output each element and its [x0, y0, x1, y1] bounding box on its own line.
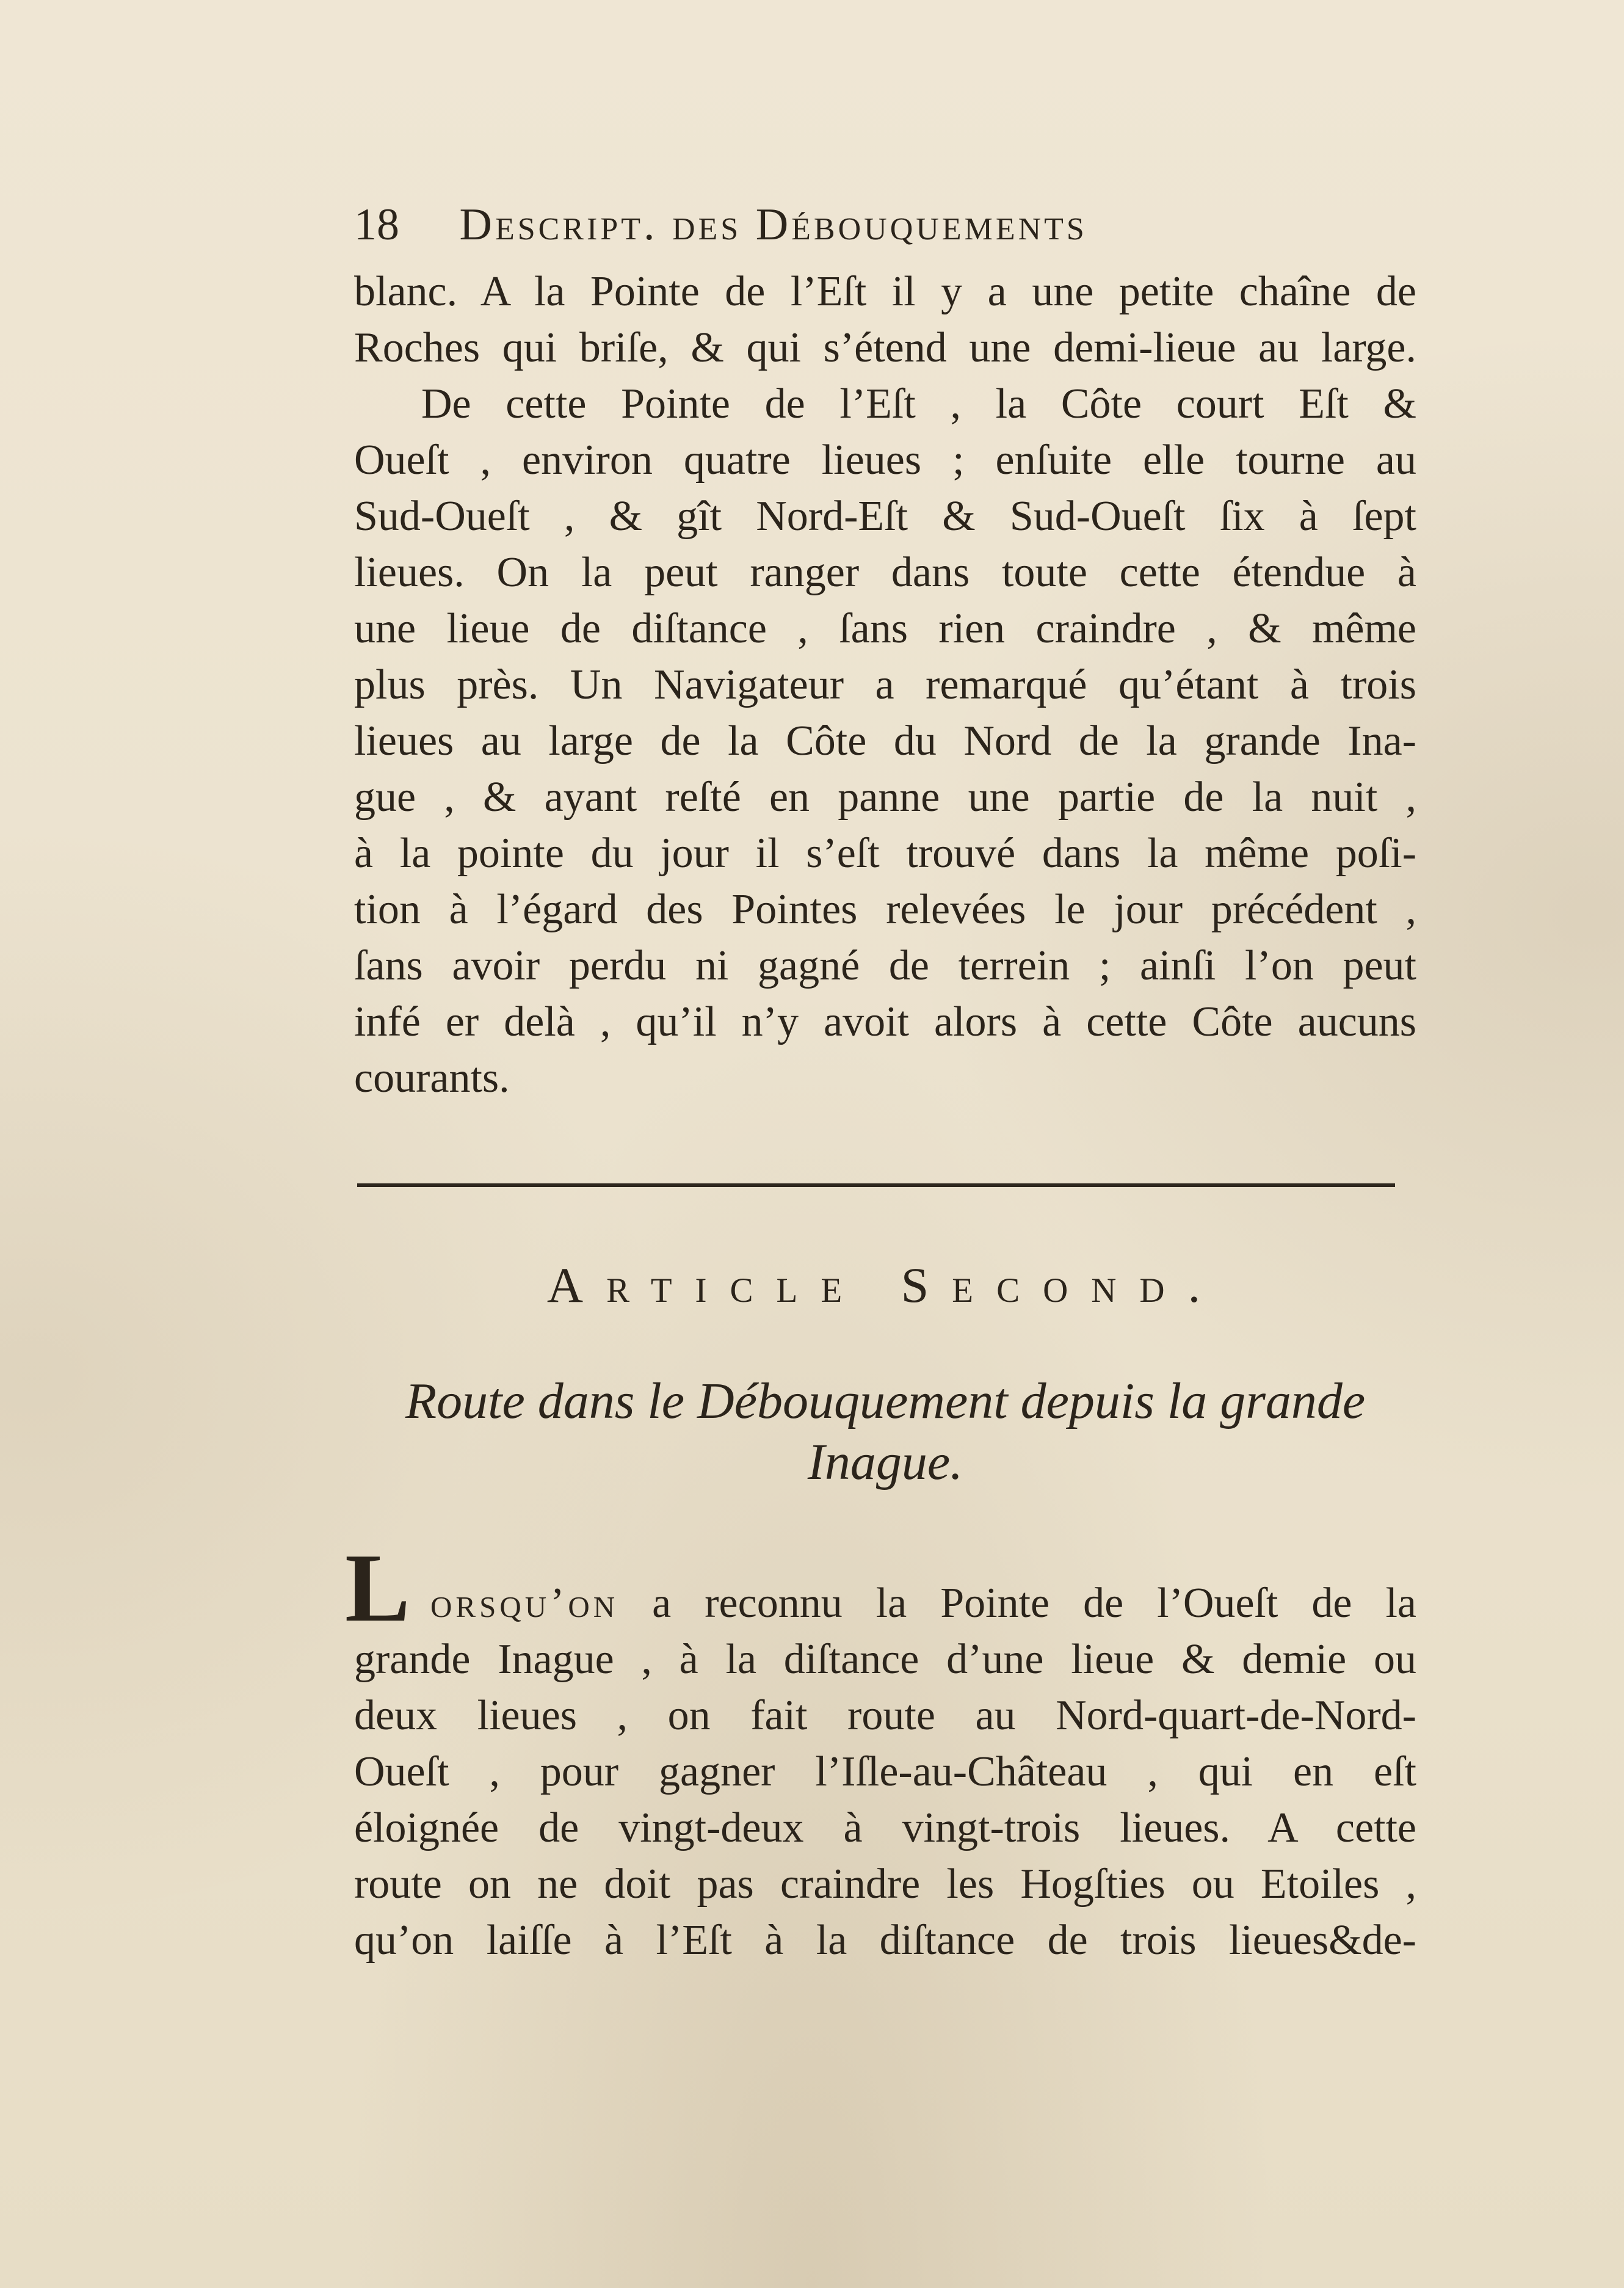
section-divider	[357, 1183, 1395, 1187]
text-line	[354, 1575, 1416, 1632]
drop-cap: L	[345, 1533, 410, 1642]
paragraph-1	[354, 264, 1416, 1106]
text-line: Oueſt , pour gagner l’Iſle-au-Château , qui en eſt	[354, 1748, 1416, 1795]
page-header	[354, 194, 1392, 255]
text-line: à la pointe du jour il s’eſt trouvé dans la même poſi-	[354, 830, 1416, 877]
article-heading: Article Second.	[546, 1257, 1224, 1313]
text-line: gue , & ayant reſté en panne une partie de la nuit ,	[354, 774, 1416, 821]
text-line: ſans avoir perdu ni gagné de terrein ; ainſi l’on peut	[354, 942, 1416, 989]
text-line: lieues. On la peut ranger dans toute cette étendue à	[354, 549, 1416, 596]
text-line: tion à l’égard des Pointes relevées le jour précédent ,	[354, 886, 1416, 933]
text-line: route on ne doit pas craindre les Hogſties ou Etoiles ,	[354, 1861, 1416, 1908]
article-subtitle	[342, 1371, 1429, 1493]
text-line: lieues au large de la Côte du Nord de la grande Ina-	[354, 717, 1416, 764]
subtitle-line: Route dans le Débouquement depuis la grande	[405, 1373, 1366, 1429]
text-line: qu’on laiſſe à l’Eſt à la diſtance de trois lieues&de-	[354, 1917, 1416, 1964]
text-line: grande Inague , à la diſtance d’une lieue & demie ou	[354, 1636, 1416, 1683]
text-line: deux lieues , on fait route au Nord-quart-de-Nord-	[354, 1692, 1416, 1739]
text-line: Oueſt , environ quatre lieues ; enſuite elle tourne au	[354, 437, 1416, 484]
text-line: éloignée de vingt-deux à vingt-trois lieues. A cette	[354, 1804, 1416, 1851]
paragraph-2	[354, 1575, 1416, 1969]
page-number: 18	[354, 200, 399, 250]
text-line: Roches qui briſe, & qui s’étend une demi-lieue au large.	[354, 324, 1416, 371]
text-line: plus près. Un Navigateur a remarqué qu’étant à trois	[354, 661, 1416, 708]
text-line: Sud-Oueſt , & gît Nord-Eſt & Sud-Oueſt ſix à ſept	[354, 493, 1416, 540]
text-line: courants.	[354, 1055, 510, 1102]
subtitle-line: Inague.	[807, 1434, 963, 1491]
text-line: blanc. A la Pointe de l’Eſt il y a une petite chaîne de	[354, 268, 1416, 315]
running-title: Descript. des Débouquements	[459, 200, 1087, 250]
text-line: De cette Pointe de l’Eſt , la Côte court Eſt &	[421, 380, 1416, 427]
first-word: orsqu’on	[430, 1580, 619, 1627]
text-line: infé er delà , qu’il n’y avoit alors à cette Côte aucuns	[354, 998, 1416, 1045]
text-line: une lieue de diſtance , ſans rien craindre , & même	[354, 605, 1416, 652]
first-line-rest: a reconnu la Pointe de l’Oueſt de la	[618, 1580, 1416, 1627]
